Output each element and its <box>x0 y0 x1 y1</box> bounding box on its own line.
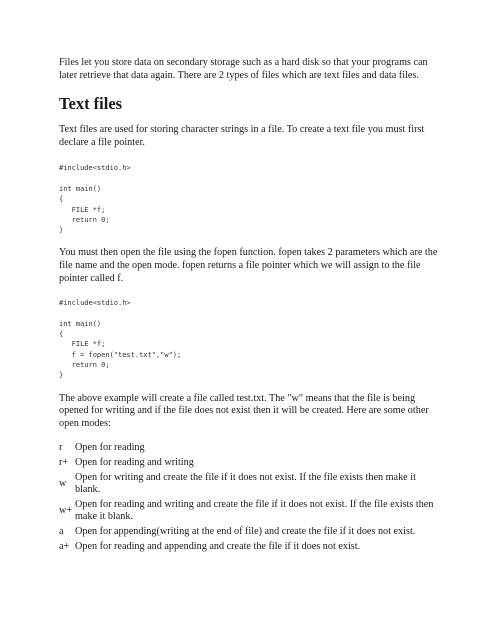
mode-row <box>59 541 439 556</box>
code-block-2 <box>59 298 439 380</box>
mode-description: Open for writing and create the file if it does not exist. If the file exists then make it blank. <box>75 471 416 496</box>
code-line: } <box>59 226 64 235</box>
mode-row <box>59 472 439 499</box>
code-line: { <box>59 330 64 339</box>
code-line: return 0; <box>59 215 110 224</box>
section-heading: Text files <box>59 94 123 114</box>
intro-paragraph: Files let you store data on secondary storage such as a hard disk so that your programs can later retrieve that data again. There are 2 types of files which are text files and data files. <box>59 57 428 81</box>
mode-description: Open for reading and writing and create the file if it does not exist. If the file exists then make it blank. <box>75 498 434 523</box>
code-line: #include<stdio.h> <box>59 164 131 173</box>
open-modes-table <box>59 442 439 555</box>
mode-description: Open for reading and writing <box>75 456 194 468</box>
paragraph-open-modes: The above example will create a file called test.txt. The "w" means that the file is being opened for writing and if the file does not exist then it will be created. Here are some other open modes: <box>59 392 429 429</box>
paragraph-fopen: You must then open the file using the fopen function. fopen takes 2 parameters which are the file name and the open mode. fopen returns a file pointer which we will assign to the file pointer called f. <box>59 247 438 284</box>
mode-row <box>59 442 439 457</box>
mode-code: r+ <box>59 456 69 468</box>
code-line: FILE *f; <box>59 340 106 349</box>
mode-code: a <box>59 525 64 537</box>
code-block-1 <box>59 163 439 235</box>
mode-code: w <box>59 477 67 489</box>
mode-code: w+ <box>59 505 73 517</box>
mode-description: Open for reading and appending and create the file if it does not exist. <box>75 540 361 552</box>
code-line: int main() <box>59 184 102 193</box>
paragraph-declare-pointer: Text files are used for storing character strings in a file. To create a text file you must first declare a file pointer. <box>59 124 425 148</box>
code-line: int main() <box>59 319 102 328</box>
mode-description: Open for appending(writing at the end of file) and create the file if it does not exist. <box>75 525 416 537</box>
document-content <box>59 57 439 555</box>
code-line: { <box>59 195 64 204</box>
code-line: f = fopen("test.txt","w"); <box>59 350 182 359</box>
code-line: return 0; <box>59 361 110 370</box>
mode-row <box>59 457 439 472</box>
code-line: } <box>59 371 64 380</box>
mode-row <box>59 526 439 541</box>
mode-row <box>59 499 439 526</box>
mode-code: a+ <box>59 540 70 552</box>
mode-code: r <box>59 442 63 454</box>
code-line: FILE *f; <box>59 205 106 214</box>
code-line: #include<stdio.h> <box>59 299 131 308</box>
mode-description: Open for reading <box>75 442 145 454</box>
